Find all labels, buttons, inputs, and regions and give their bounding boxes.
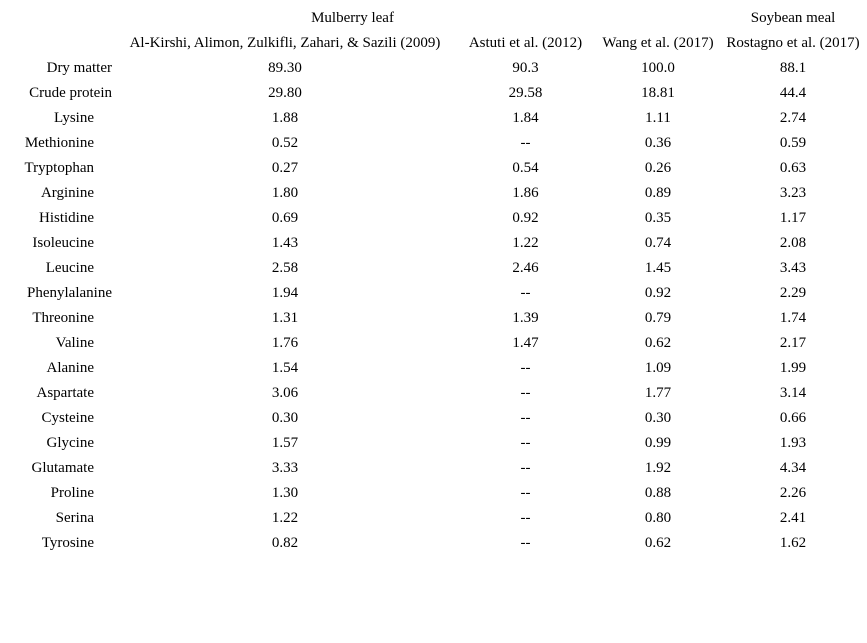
cell-value: 4.34 bbox=[779, 460, 807, 476]
row-label: Alanine bbox=[46, 360, 94, 376]
cell-value: -- bbox=[520, 510, 531, 526]
table-row bbox=[4, 531, 863, 556]
cell-value: 44.4 bbox=[779, 85, 807, 101]
table-row bbox=[4, 356, 863, 381]
row-label: Valine bbox=[55, 335, 94, 351]
cell-value: 1.92 bbox=[644, 460, 672, 476]
cell-value: -- bbox=[520, 485, 531, 501]
table-row bbox=[4, 181, 863, 206]
cell-value: 0.36 bbox=[644, 135, 672, 151]
table-row bbox=[4, 306, 863, 331]
cell-value: 90.3 bbox=[512, 60, 539, 76]
row-label: Arginine bbox=[40, 185, 94, 201]
row-label: Cysteine bbox=[41, 410, 94, 426]
cell-value: 2.29 bbox=[779, 285, 807, 301]
cell-value: 0.69 bbox=[271, 210, 299, 226]
cell-value: 1.77 bbox=[644, 385, 672, 401]
cell-value: 0.62 bbox=[644, 335, 672, 351]
cell-value: 0.52 bbox=[271, 135, 299, 151]
cell-value: 3.14 bbox=[779, 385, 807, 401]
cell-value: 1.93 bbox=[779, 435, 807, 451]
row-label: Tryptophan bbox=[24, 160, 94, 176]
table-row bbox=[4, 231, 863, 256]
cell-value: 0.66 bbox=[779, 410, 807, 426]
table-row bbox=[4, 131, 863, 156]
cell-value: 1.54 bbox=[271, 360, 299, 376]
table-row bbox=[4, 106, 863, 131]
row-label: Isoleucine bbox=[32, 235, 94, 251]
group-header-soybean-meal: Soybean meal bbox=[750, 10, 836, 26]
cell-value: 3.33 bbox=[271, 460, 299, 476]
cell-value: 88.1 bbox=[779, 60, 807, 76]
cell-value: 1.17 bbox=[779, 210, 807, 226]
cell-value: 2.46 bbox=[512, 260, 539, 276]
cell-value: 0.63 bbox=[779, 160, 807, 176]
table-row bbox=[4, 256, 863, 281]
cell-value: 100.0 bbox=[641, 60, 675, 76]
cell-value: 0.99 bbox=[644, 435, 672, 451]
cell-value: 2.17 bbox=[779, 335, 807, 351]
cell-value: 0.35 bbox=[644, 210, 672, 226]
cell-value: 1.22 bbox=[271, 510, 299, 526]
row-label: Crude protein bbox=[29, 85, 112, 101]
row-label: Glutamate bbox=[31, 460, 94, 476]
cell-value: 3.06 bbox=[271, 385, 299, 401]
group-header-blank bbox=[4, 6, 112, 31]
cell-value: 0.79 bbox=[644, 310, 672, 326]
cell-value: 0.92 bbox=[512, 210, 539, 226]
cell-value: 0.26 bbox=[644, 160, 672, 176]
cell-value: -- bbox=[520, 385, 531, 401]
table-column-header-row bbox=[4, 31, 863, 56]
row-label: Serina bbox=[55, 510, 94, 526]
table-row bbox=[4, 431, 863, 456]
column-header-nutrient bbox=[4, 31, 112, 56]
cell-value: 1.11 bbox=[645, 110, 671, 126]
nutrient-composition-table bbox=[4, 6, 863, 556]
cell-value: -- bbox=[520, 135, 531, 151]
cell-value: 1.80 bbox=[271, 185, 299, 201]
table-row bbox=[4, 156, 863, 181]
table-row bbox=[4, 456, 863, 481]
cell-value: -- bbox=[520, 535, 531, 551]
table-row bbox=[4, 406, 863, 431]
cell-value: 0.82 bbox=[271, 535, 299, 551]
row-label: Histidine bbox=[39, 210, 94, 226]
table-row bbox=[4, 331, 863, 356]
table-row bbox=[4, 506, 863, 531]
group-header-blank-2 bbox=[593, 6, 723, 31]
row-label: Phenylalanine bbox=[27, 285, 112, 301]
cell-value: 89.30 bbox=[268, 60, 302, 76]
cell-value: 1.62 bbox=[779, 535, 807, 551]
group-header-mulberry-leaf: Mulberry leaf bbox=[311, 10, 394, 26]
cell-value: 0.54 bbox=[512, 160, 539, 176]
cell-value: -- bbox=[520, 360, 531, 376]
cell-value: 1.88 bbox=[271, 110, 299, 126]
cell-value: -- bbox=[520, 460, 531, 476]
cell-value: 0.30 bbox=[644, 410, 672, 426]
table-row bbox=[4, 281, 863, 306]
cell-value: 1.57 bbox=[271, 435, 299, 451]
cell-value: 0.30 bbox=[271, 410, 299, 426]
row-label: Lysine bbox=[54, 110, 94, 126]
cell-value: 1.31 bbox=[271, 310, 299, 326]
row-label: Threonine bbox=[32, 310, 94, 326]
table-group-header-row bbox=[4, 6, 863, 31]
row-label: Glycine bbox=[46, 435, 94, 451]
cell-value: 1.94 bbox=[271, 285, 299, 301]
cell-value: 0.74 bbox=[644, 235, 672, 251]
cell-value: -- bbox=[520, 285, 531, 301]
column-header-alkirshi-2009: Al-Kirshi, Alimon, Zulkifli, Zahari, & Sazili (2009) bbox=[129, 35, 441, 51]
row-label: Dry matter bbox=[46, 60, 112, 76]
cell-value: 0.92 bbox=[644, 285, 672, 301]
cell-value: -- bbox=[520, 410, 531, 426]
cell-value: 1.74 bbox=[779, 310, 807, 326]
cell-value: 1.84 bbox=[512, 110, 539, 126]
cell-value: 3.43 bbox=[779, 260, 807, 276]
cell-value: 29.58 bbox=[508, 85, 543, 101]
table-row bbox=[4, 381, 863, 406]
table-row bbox=[4, 81, 863, 106]
table-row bbox=[4, 206, 863, 231]
cell-value: 1.22 bbox=[512, 235, 539, 251]
cell-value: 0.88 bbox=[644, 485, 672, 501]
cell-value: 1.99 bbox=[779, 360, 807, 376]
row-label: Aspartate bbox=[36, 385, 94, 401]
cell-value: 2.74 bbox=[779, 110, 807, 126]
cell-value: 1.86 bbox=[512, 185, 539, 201]
column-header-wang-2017: Wang et al. (2017) bbox=[602, 35, 714, 51]
cell-value: 0.62 bbox=[644, 535, 672, 551]
row-label: Proline bbox=[50, 485, 94, 501]
cell-value: 2.08 bbox=[779, 235, 807, 251]
cell-value: 1.39 bbox=[512, 310, 539, 326]
cell-value: 1.47 bbox=[512, 335, 539, 351]
cell-value: 0.59 bbox=[779, 135, 807, 151]
row-label: Leucine bbox=[45, 260, 94, 276]
row-label: Methionine bbox=[24, 135, 94, 151]
row-label: Tyrosine bbox=[41, 535, 94, 551]
cell-value: 1.30 bbox=[271, 485, 299, 501]
cell-value: 1.76 bbox=[271, 335, 299, 351]
cell-value: 2.58 bbox=[271, 260, 299, 276]
cell-value: 0.27 bbox=[271, 160, 299, 176]
cell-value: 1.09 bbox=[644, 360, 672, 376]
cell-value: 3.23 bbox=[779, 185, 807, 201]
cell-value: 18.81 bbox=[641, 85, 675, 101]
table-body bbox=[4, 6, 863, 556]
table-row bbox=[4, 56, 863, 81]
cell-value: 2.26 bbox=[779, 485, 807, 501]
cell-value: 0.80 bbox=[644, 510, 672, 526]
cell-value: 29.80 bbox=[268, 85, 302, 101]
table-row bbox=[4, 481, 863, 506]
cell-value: 1.45 bbox=[644, 260, 672, 276]
cell-value: -- bbox=[520, 435, 531, 451]
cell-value: 1.43 bbox=[271, 235, 299, 251]
column-header-rostagno-2017: Rostagno et al. (2017) bbox=[726, 35, 860, 51]
cell-value: 2.41 bbox=[779, 510, 807, 526]
column-header-astuti-2012: Astuti et al. (2012) bbox=[468, 35, 583, 51]
cell-value: 0.89 bbox=[644, 185, 672, 201]
